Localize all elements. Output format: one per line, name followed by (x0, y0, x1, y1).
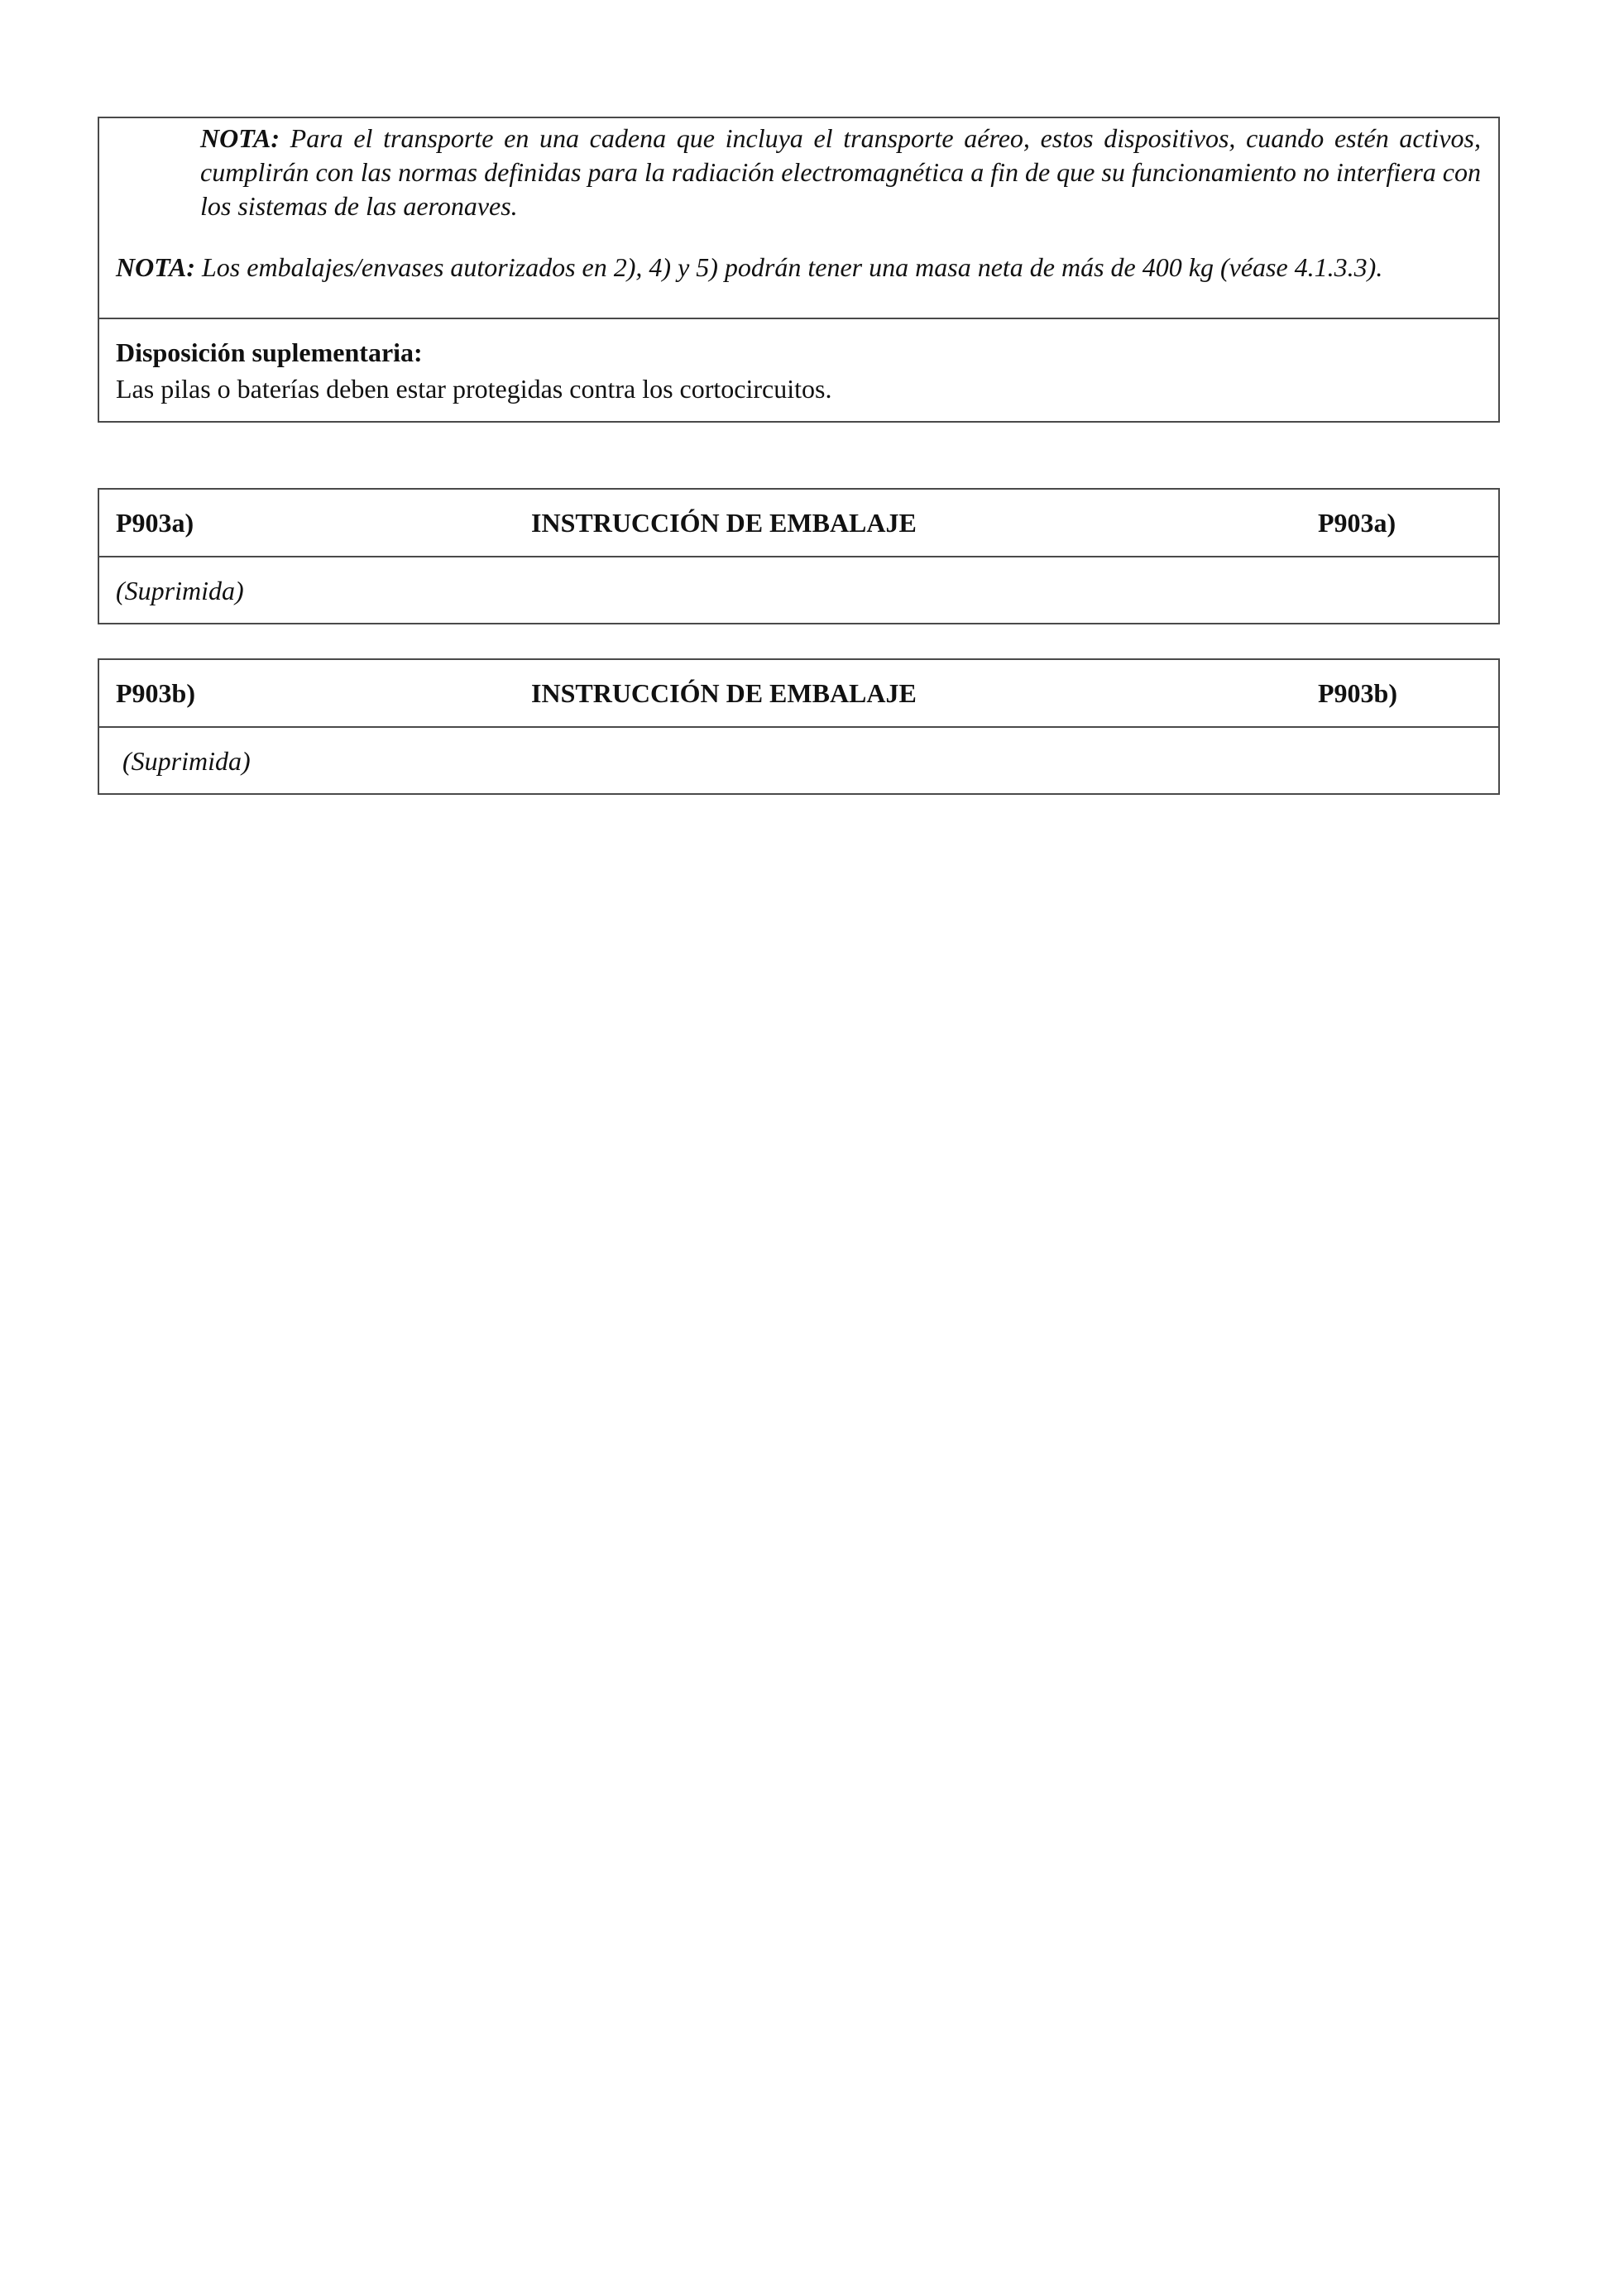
instruction-body-text: (Suprimida) (122, 746, 251, 776)
note-text: Los embalajes/envases autorizados en 2), 4) y 5) podrán tener una masa neta de más de 400 kg (véase 4.1.3.3). (195, 252, 1383, 282)
instruction-title: INSTRUCCIÓN DE EMBALAJE (531, 508, 917, 538)
note-air-transport (200, 122, 1481, 223)
instruction-body (99, 557, 1498, 623)
supplementary-text: Las pilas o baterías deben estar protegidas contra los cortocircuitos. (116, 374, 832, 404)
notes-box (98, 117, 1500, 423)
instruction-header (99, 490, 1498, 557)
instruction-title: INSTRUCCIÓN DE EMBALAJE (531, 678, 917, 708)
notes-row (99, 118, 1498, 319)
note-label: NOTA: (116, 252, 195, 282)
instruction-header (99, 660, 1498, 728)
note-text: Para el transporte en una cadena que incluya el transporte aéreo, estos dispositivos, cuando estén activos, cumplirán con las normas definidas para la radiación electromagnética a fin de que su funcionamiento no interfiera con los sistemas de las aeronaves. (200, 123, 1481, 221)
note-label: NOTA: (200, 123, 280, 153)
instruction-code-right: P903b) (1318, 678, 1397, 708)
instruction-body-text: (Suprimida) (116, 576, 244, 605)
instruction-code-left: P903a) (116, 508, 194, 538)
instruction-code-right: P903a) (1318, 508, 1396, 538)
note-net-mass (116, 251, 1489, 285)
packing-instruction-p903a (98, 488, 1500, 624)
supplementary-heading: Disposición suplementaria: (116, 337, 423, 367)
instruction-code-left: P903b) (116, 678, 195, 708)
instruction-body (99, 728, 1498, 793)
packing-instruction-p903b (98, 658, 1500, 795)
